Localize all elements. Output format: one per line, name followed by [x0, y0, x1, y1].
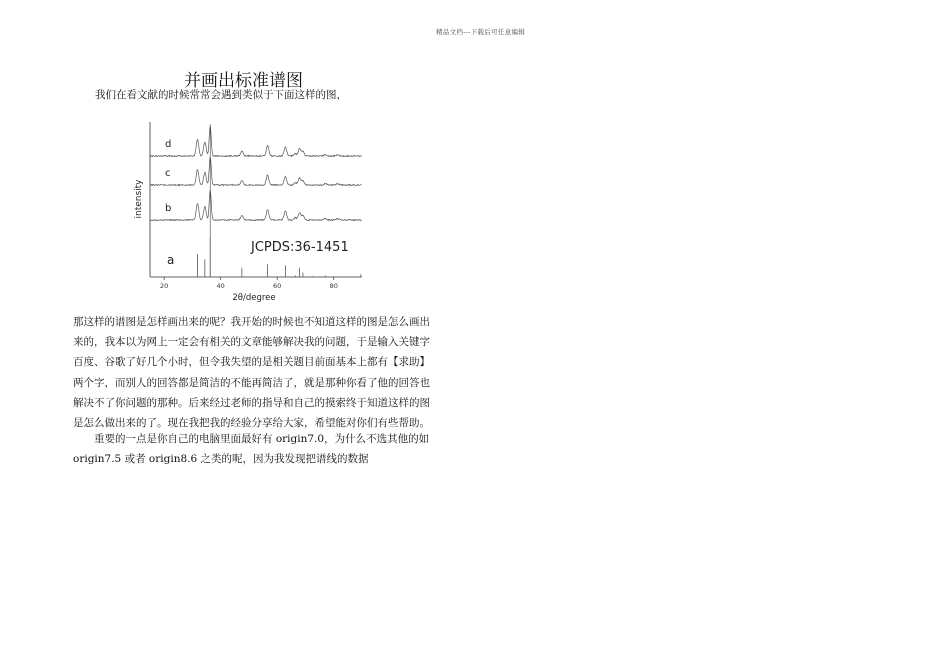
paragraph-line: origin7.5 或者 origin8.6 之类的呢，因为我发现把谱线的数据: [73, 453, 369, 466]
intro-sentence: 我们在看文献的时候常常会遇到类似于下面这样的图，: [95, 89, 347, 101]
paragraph-line: 重要的一点是你自己的电脑里面最好有 origin7.0，为什么不选其他的如: [94, 433, 430, 445]
paragraph-line: 那这样的谱图是怎样画出来的呢？我开始的时候也不知道这样的图是怎么画出: [73, 316, 430, 328]
series-label-a: a: [167, 253, 175, 267]
document-title: 并画出标准谱图: [184, 71, 303, 91]
series-line-d: [150, 126, 362, 157]
x-tick-label: 80: [329, 282, 338, 290]
x-tick-label: 60: [273, 282, 282, 290]
page-header-note: 精品文档---下载后可任意编辑: [436, 28, 526, 36]
y-axis-label: intensity: [134, 179, 144, 219]
x-tick-label: 40: [216, 282, 225, 290]
series-label-d: d: [165, 139, 172, 150]
xrd-chart: [130, 114, 370, 308]
series-line-b: [150, 190, 362, 221]
x-axis-label: 2θ/degree: [232, 293, 276, 303]
paragraph-line: 百度、谷歌了好几个小时，但令我失望的是相关题目前面基本上都有【求助】: [73, 356, 430, 369]
x-tick-label: 20: [159, 282, 169, 290]
jcpds-annotation: JCPDS:36-1451: [251, 240, 349, 255]
series-label-c: c: [165, 168, 171, 179]
paragraph-line: 是怎么做出来的了。现在我把我的经验分享给大家，希望能对你们有些帮助。: [73, 417, 430, 430]
paragraph-line: 来的，我本以为网上一定会有相关的文章能够解决我的问题，于是输入关键字: [73, 336, 430, 349]
plot-area: [150, 122, 362, 290]
paragraph-line: 解决不了你问题的那种。后来经过老师的指导和自己的摸索终于知道这样的图: [73, 396, 430, 409]
series-line-c: [150, 157, 362, 186]
series-label-b: b: [165, 203, 172, 214]
paragraph-line: 两个字，而别人的回答都是简洁的不能再简洁了，就是那种你看了他的回答也: [73, 376, 430, 389]
paragraph-2: [73, 429, 473, 469]
paragraph-1: [73, 312, 473, 433]
